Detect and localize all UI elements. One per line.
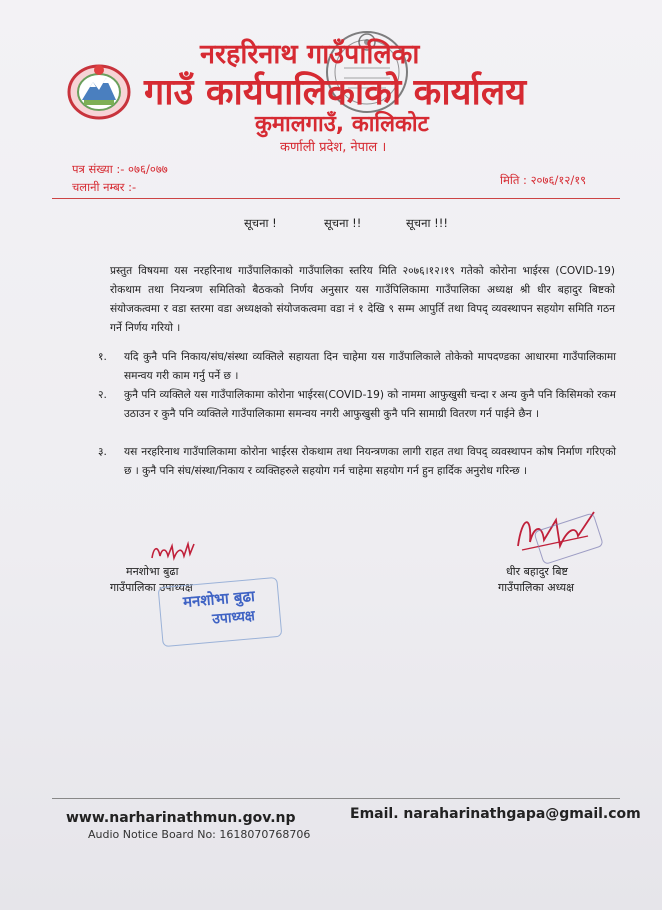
notice-heading-3: सूचना !!! [406, 216, 448, 230]
left-signatory-name: मनशोभा बुढा [126, 565, 179, 578]
nepal-emblem-icon [66, 60, 132, 120]
list-item-text: यस नरहरिनाथ गाउँपालिकामा कोरोना भाईरस रोकथाम तथा नियन्त्रणका लागी राहत तथा विपद् व्यवस्थापन कोष निर्माण गरिएको छ । कुनै पनि संघ/संस्था/निकाय र व्यक्तिहरुले सहयोग गर्न चाहेमा सहयोग गर्न हुन हार्दिक अनुरोध गरिन्छ । [124, 446, 616, 477]
right-signatory-title: गाउँपालिका अध्यक्ष [498, 581, 575, 594]
left-signature-scribble [148, 540, 198, 564]
list-item-number: ३. [98, 446, 107, 458]
dispatch-number: चलानी नम्बर :- [72, 180, 137, 194]
stamp-name: मनशोभा बुढा [182, 586, 256, 612]
letter-reference-number: पत्र संख्या :- ०७६/०७७ [72, 162, 168, 176]
list-item-number: २. [98, 389, 107, 401]
footer-email: Email. naraharinathgapa@gmail.com [350, 806, 641, 822]
right-signature-scribble [508, 506, 604, 566]
notice-heading-1: सूचना ! [244, 216, 277, 230]
letter-date: मिति : २०७६/१२/१९ [500, 173, 587, 187]
office-name: गाउँ कार्यपालिकाको कार्यालय [144, 72, 527, 113]
footer-divider [52, 798, 620, 799]
province-name: कर्णाली प्रदेश, नेपाल । [280, 140, 387, 155]
footer-audio-notice: Audio Notice Board No: 1618070768706 [88, 828, 311, 841]
footer-website: www.narharinathmun.gov.np [66, 810, 296, 826]
list-item-text: यदि कुनै पनि निकाय/संघ/संस्था व्यक्तिले सहायता दिन चाहेमा यस गाउँपालिकाले तोकेको मापदण्डका आधारमा गाउँपालिकामा समन्वय गरी काम गर्नु पर्ने छ । [124, 351, 616, 382]
office-address: कुमालगाउँ, कालिकोट [255, 112, 429, 137]
vice-chair-stamp [158, 577, 283, 647]
left-signatory-title: गाउँपालिका उपाध्यक्ष [110, 581, 193, 594]
list-item-number: १. [98, 351, 107, 363]
municipality-name: नरहरिनाथ गाउँपालिका [200, 39, 420, 70]
stamp-title: उपाध्यक्ष [211, 608, 256, 628]
list-item-text: कुनै पनि व्यक्तिले यस गाउँपालिकामा कोरोना भाईरस(COVID-19) को नाममा आफुखुसी चन्दा र अन्य कुनै पनि किसिमको रकम उठाउन र कुनै पनि व्यक्तिले गाउँपालिकामा समन्वय नगरी आफुखुसी कुनै पनि सामाग्री वितरण गर्न पाईने छैन । [124, 389, 616, 420]
header-divider [52, 198, 620, 199]
right-signatory-name: धीर बहादुर बिष्ट [506, 565, 568, 578]
notice-intro-paragraph: प्रस्तुत विषयमा यस नरहरिनाथ गाउँपालिकाको गाउँपालिका स्तरिय मिति २०७६।१२।१९ गतेको कोरोना भाईरस (COVID-19) रोकथाम तथा नियन्त्रण समितिको बैठकको निर्णय अनुसार यस गाउँपिलिकामा गाउँपालिका अध्यक्ष श्री धीर बहादुर बिष्टको संयोजकत्वमा र वडा स्तरमा वडा अध्यक्षको संयोजकत्वमा वडा नं १ देखि ९ सम्म आपुर्ति तथा विपद् व्यवस्थापन सहयोग समिति गठन गर्ने निर्णय गरियो । [110, 265, 615, 334]
notice-heading-2: सूचना !! [324, 216, 362, 230]
